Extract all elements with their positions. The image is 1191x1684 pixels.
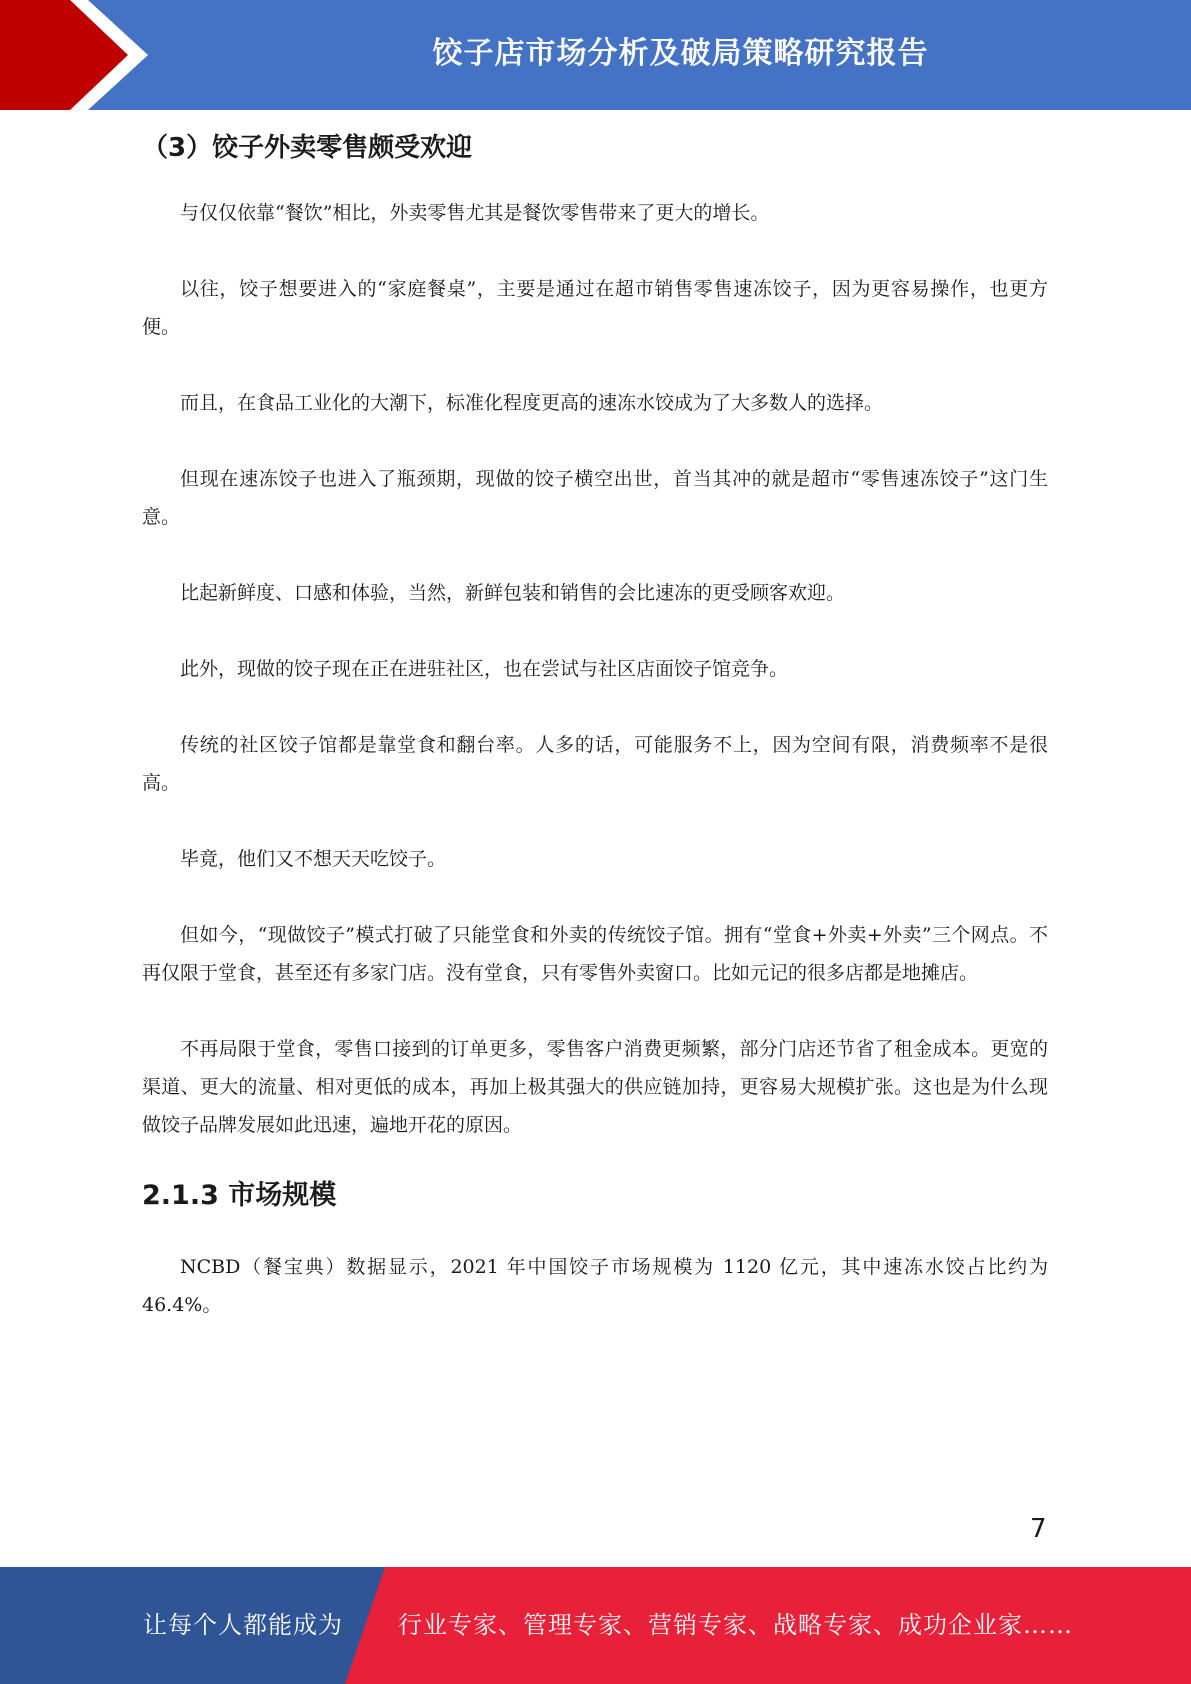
market-size-paragraph: NCBD（餐宝典）数据显示，2021 年中国饺子市场规模为 1120 亿元，其中速冻水饺占比约为 46.4%。 (142, 1256, 1048, 1316)
paragraph: 此外，现做的饺子现在正在进驻社区，也在尝试与社区店面饺子馆竞争。 (180, 658, 789, 680)
paragraph: 而且，在食品工业化的大潮下，标准化程度更高的速冻水饺成为了大多数人的选择。 (180, 392, 884, 414)
page-header (0, 0, 1191, 110)
paragraph: 毕竟，他们又不想天天吃饺子。 (180, 848, 447, 870)
paragraph: 传统的社区饺子馆都是靠堂食和翻台率。人多的话，可能服务不上，因为空间有限，消费频率不是很高。 (142, 734, 1048, 794)
page-footer (0, 1567, 1191, 1684)
paragraph: 与仅仅依靠“餐饮”相比，外卖零售尤其是餐饮零售带来了更大的增长。 (180, 202, 770, 224)
paragraph: 但如今，“现做饺子”模式打破了只能堂食和外卖的传统饺子馆。拥有“堂食+外卖+外卖”三个网点。不再仅限于堂食，甚至还有多家门店。没有堂食，只有零售外卖窗口。比如元记的很多店都是地摊店。 (142, 924, 1048, 984)
paragraph: 以往，饺子想要进入的“家庭餐桌”，主要是通过在超市销售零售速冻饺子，因为更容易操作，也更方便。 (142, 278, 1048, 338)
page-content (142, 126, 1048, 1324)
paragraph: 不再局限于堂食，零售口接到的订单更多，零售客户消费更频繁，部分门店还节省了租金成本。更宽的渠道、更大的流量、相对更低的成本，再加上极其强大的供应链加持，更容易大规模扩张。这也是为什么现做饺子品牌发展如此迅速，遍地开花的原因。 (142, 1038, 1048, 1136)
page-number: 7 (1030, 1514, 1047, 1544)
report-title: 饺子店市场分析及破局策略研究报告 (432, 36, 929, 71)
footer-slogan-right: 行业专家、管理专家、营销专家、战略专家、成功企业家…… (398, 1611, 1073, 1639)
header-arrow-decoration (0, 0, 160, 110)
section-heading: （3）饺子外卖零售颇受欢迎 (142, 133, 473, 163)
paragraph: 但现在速冻饺子也进入了瓶颈期，现做的饺子横空出世，首当其冲的就是超市“零售速冻饺子”这门生意。 (142, 468, 1048, 528)
subsection-heading: 2.1.3 市场规模 (142, 1180, 337, 1211)
footer-slogan-left: 让每个人都能成为 (143, 1611, 343, 1639)
paragraph: 比起新鲜度、口感和体验，当然，新鲜包装和销售的会比速冻的更受顾客欢迎。 (180, 582, 846, 604)
